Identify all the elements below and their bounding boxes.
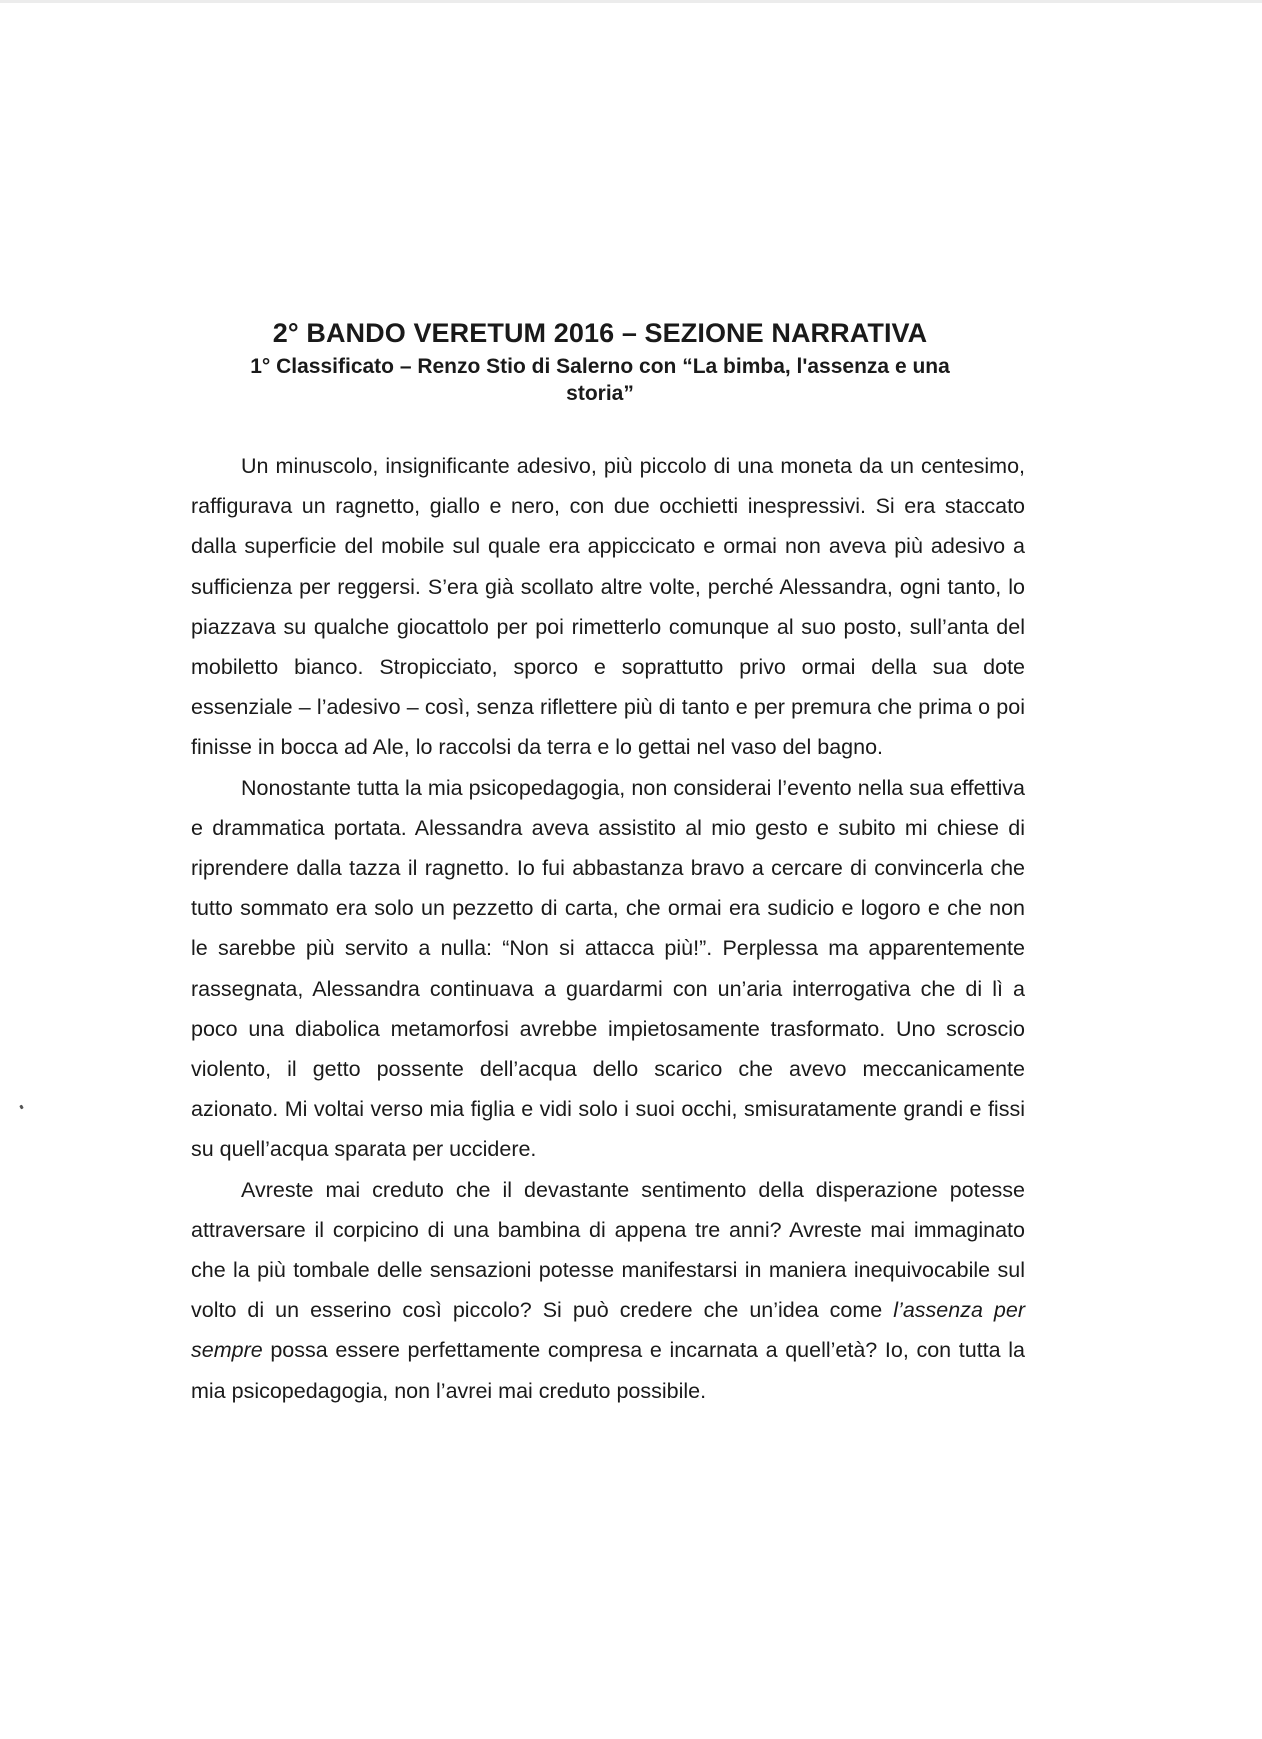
paragraph-3-text-after: possa essere perfettamente compresa e incarnata a quell’età? Io, con tutta la mia psicopedagogia, non l’avrei mai creduto possibile. (191, 1338, 1025, 1403)
paragraph-3 (191, 1170, 1025, 1411)
document-header (190, 313, 1010, 407)
paragraph-3-text-before: Avreste mai creduto che il devastante sentimento della disperazione potesse attraversare il corpicino di una bambina di appena tre anni? Avreste mai immaginato che la più tombale delle sensazioni potesse manifestarsi in maniera inequivocabile sul volto di un esserino così piccolo? Si può credere che un’idea come (191, 1177, 1025, 1323)
scan-edge (0, 0, 1262, 3)
scan-speck (19, 1105, 24, 1110)
document-title: 2° BANDO VERETUM 2016 – SEZIONE NARRATIVA (272, 318, 928, 348)
paragraph-1: Un minuscolo, insignificante adesivo, più piccolo di una moneta da un centesimo, raffigurava un ragnetto, giallo e nero, con due occhietti inespressivi. Si era staccato dalla superficie del mobile sul quale era appiccicato e ormai non aveva più adesivo a sufficienza per reggersi. S’era già scollato altre volte, perché Alessandra, ogni tanto, lo piazzava su qualche giocattolo per poi rimetterlo comunque al suo posto, sull’anta del mobiletto bianco. Stropicciato, sporco e soprattutto privo ormai della sua dote essenziale – l’adesivo – così, senza riflettere più di tanto e per premura che prima o poi finisse in bocca ad Ale, lo raccolsi da terra e lo gettai nel vaso del bagno. (191, 454, 1025, 760)
document-body (191, 446, 1025, 1411)
paragraph-3-emphasis: l’assenza per sempre (191, 1298, 1025, 1363)
paragraph-2: Nonostante tutta la mia psicopedagogia, non considerai l’evento nella sua effettiva e drammatica portata. Alessandra aveva assistito al mio gesto e subito mi chiese di riprendere dalla tazza il ragnetto. Io fui abbastanza bravo a cercare di convincerla che tutto sommato era solo un pezzetto di carta, che ormai era sudicio e logoro e che non le sarebbe più servito a nulla: “Non si attacca più!”. Perplessa ma apparentemente rassegnata, Alessandra continuava a guardarmi con un’aria interrogativa che di lì a poco una diabolica metamorfosi avrebbe impietosamente trasformato. Uno scroscio violento, il getto possente dell’acqua dello scarico che avevo meccanicamente azionato. Mi voltai verso mia figlia e vidi solo i suoi occhi, smisuratamente grandi e fissi su quell’acqua sparata per uccidere. (191, 775, 1025, 1162)
document-subtitle: 1° Classificato – Renzo Stio di Salerno con “La bimba, l'assenza e una storia” (250, 355, 950, 405)
